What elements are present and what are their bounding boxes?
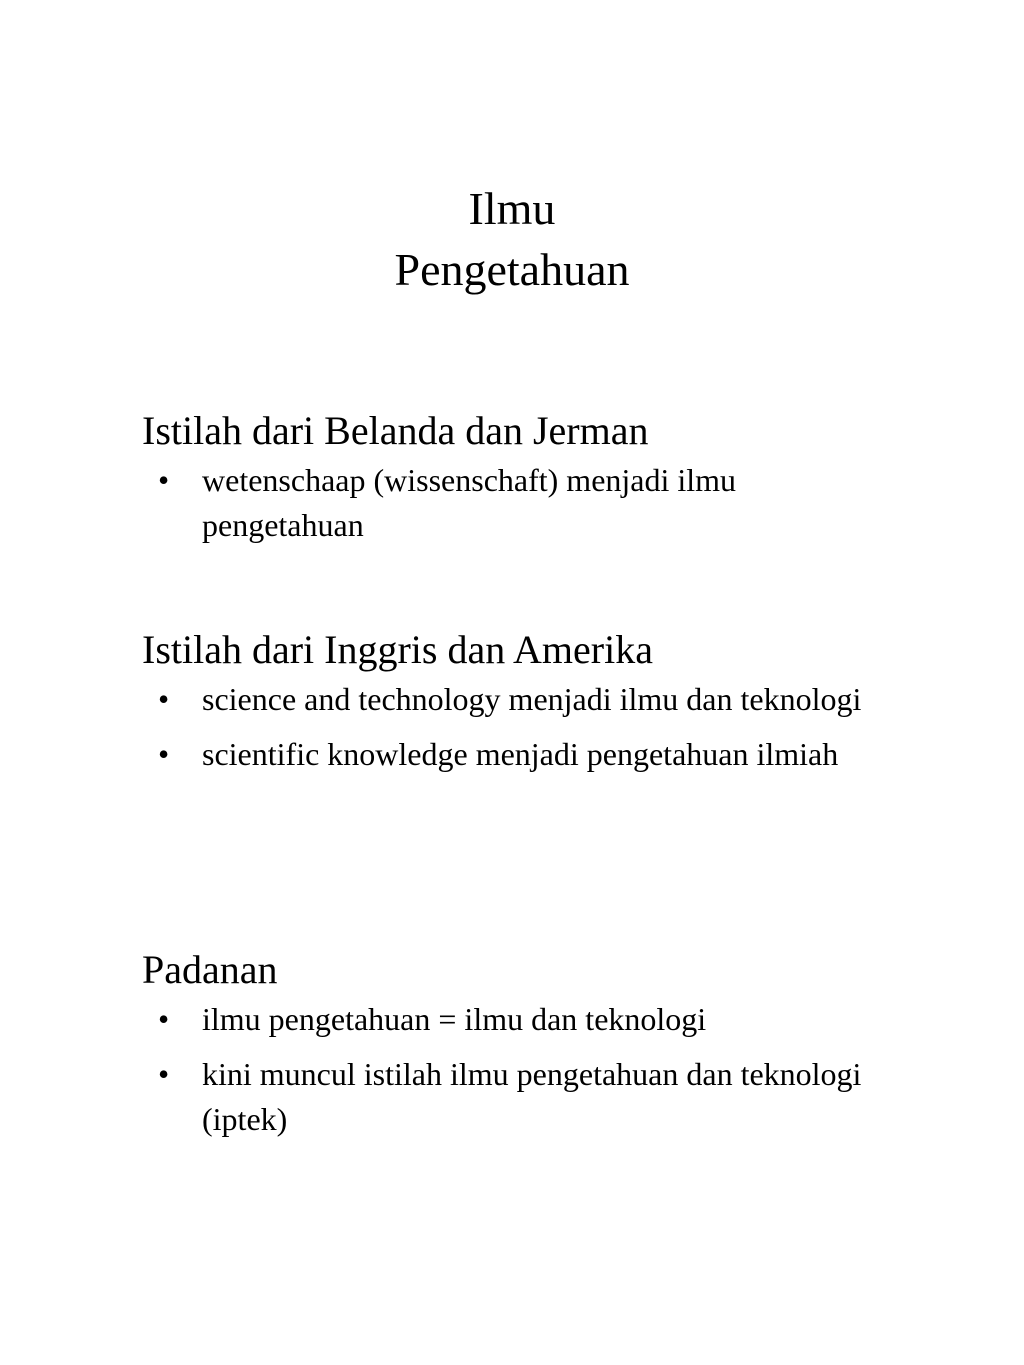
- slide-title-line-1: Ilmu: [468, 183, 556, 234]
- bullet-icon: •: [158, 736, 170, 772]
- bullet-icon: •: [158, 1001, 170, 1037]
- bullet-text: kini muncul istilah ilmu pengetahuan dan teknologi (iptek): [202, 1056, 862, 1137]
- bullet-text: wetenschaap (wissenschaft) menjadi ilmu pengetahuan: [202, 462, 737, 543]
- section-heading: Istilah dari Inggris dan Amerika: [142, 627, 653, 672]
- bullet-item: [142, 677, 862, 722]
- section-padanan: [142, 945, 902, 1152]
- slide-title-line-2: Pengetahuan: [394, 244, 630, 295]
- bullet-text: ilmu pengetahuan = ilmu dan teknologi: [202, 1001, 707, 1037]
- bullet-list: [142, 458, 902, 548]
- bullet-item: [142, 997, 862, 1042]
- section-heading: Padanan: [142, 947, 278, 992]
- bullet-icon: •: [158, 462, 170, 498]
- section-inggris-amerika: [142, 625, 902, 787]
- section-belanda-jerman: [142, 406, 902, 558]
- bullet-item: [142, 458, 862, 548]
- bullet-text: science and technology menjadi ilmu dan teknologi: [202, 681, 862, 717]
- bullet-text: scientific knowledge menjadi pengetahuan ilmiah: [202, 736, 839, 772]
- section-heading: Istilah dari Belanda dan Jerman: [142, 408, 649, 453]
- bullet-item: [142, 1052, 862, 1142]
- bullet-list: [142, 677, 902, 777]
- bullet-icon: •: [158, 681, 170, 717]
- bullet-item: [142, 732, 862, 777]
- bullet-list: [142, 997, 902, 1142]
- slide-title: [0, 178, 1024, 300]
- bullet-icon: •: [158, 1056, 170, 1092]
